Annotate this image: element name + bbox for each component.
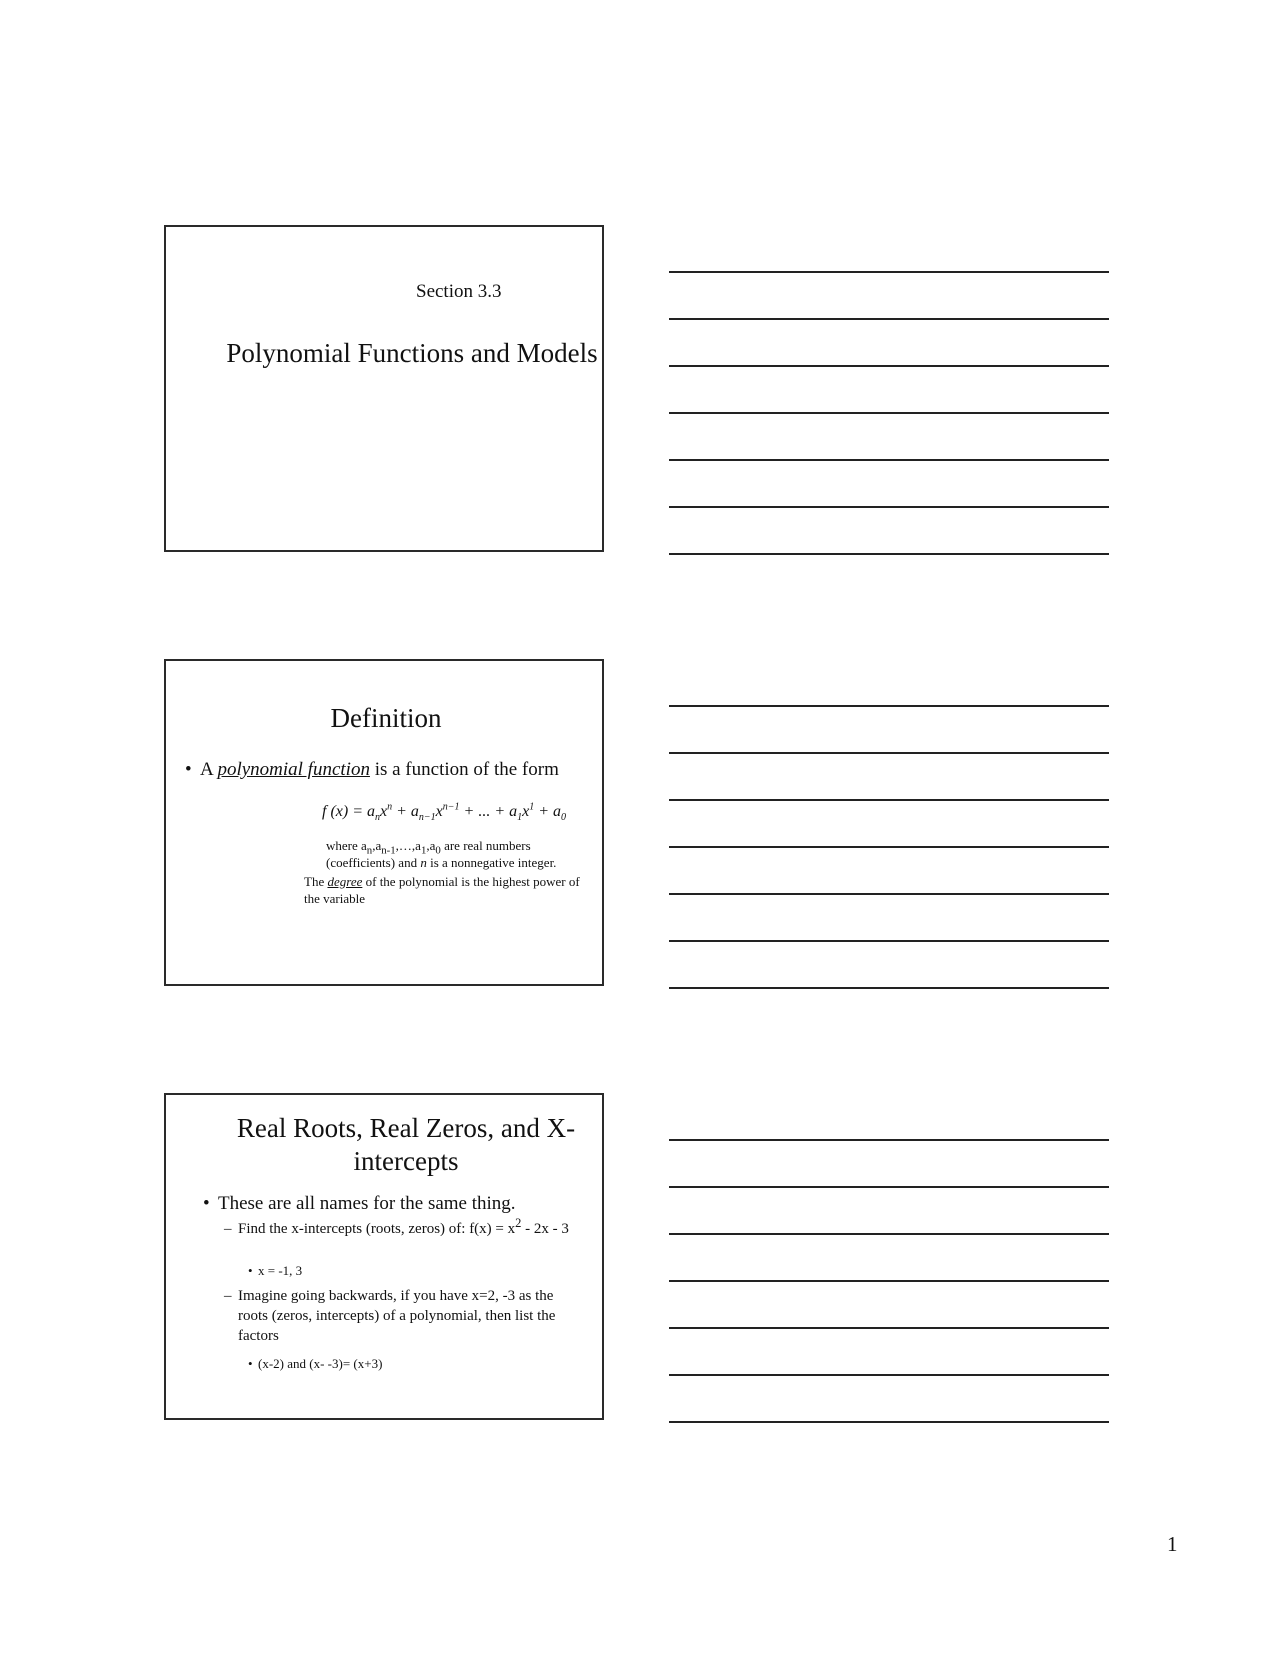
degree-note <box>304 873 594 907</box>
answer-factors <box>248 1356 558 1372</box>
note-line <box>669 705 1109 707</box>
formula-plus: + a <box>534 803 562 820</box>
dash-marker: – <box>224 1221 232 1237</box>
slide-1 <box>164 225 604 552</box>
definition-bullet <box>185 758 570 781</box>
note-line <box>669 318 1109 320</box>
note-line <box>669 1374 1109 1376</box>
bullet-marker: • <box>248 1263 253 1278</box>
answer-text: x = -1, 3 <box>258 1263 303 1278</box>
formula-sup: n <box>387 801 393 813</box>
note-line <box>669 1233 1109 1235</box>
bullet-marker: • <box>185 759 192 780</box>
degree-term: degree <box>327 874 363 889</box>
where-text: are real numbers (coefficients) and <box>326 838 531 870</box>
formula-sup: n−1 <box>442 801 460 813</box>
formula-x: x <box>380 803 388 820</box>
answer-intercepts <box>248 1263 558 1279</box>
formula-sub: n−1 <box>418 812 436 824</box>
note-line <box>669 940 1109 942</box>
slide-3-title: Real Roots, Real Zeros, and X-intercepts <box>236 1113 576 1176</box>
note-line <box>669 412 1109 414</box>
note-line <box>669 271 1109 273</box>
note-line <box>669 1421 1109 1423</box>
note-line <box>669 1139 1109 1141</box>
where-text: ,a <box>426 838 436 853</box>
bullet-same-thing <box>203 1193 588 1215</box>
note-line <box>669 553 1109 555</box>
dash-marker: – <box>224 1288 232 1304</box>
sub-bullet-find-intercepts <box>224 1216 578 1239</box>
where-text: ,a <box>372 838 382 853</box>
formula-sup: 1 <box>529 801 535 813</box>
where-sub: n-1 <box>381 844 396 857</box>
bullet-marker: • <box>203 1193 210 1214</box>
polynomial-formula <box>322 801 567 824</box>
sub-bullet-tail: - 2x - 3 <box>521 1221 569 1237</box>
sub-bullet-text: Imagine going backwards, if you have x=2, -3 as the roots (zeros, intercepts) of a polynomial, then list the factors <box>238 1288 556 1344</box>
note-line <box>669 1327 1109 1329</box>
formula-sub: 0 <box>561 812 567 824</box>
where-sub: n <box>366 844 373 857</box>
slide-3 <box>164 1093 604 1420</box>
exponent: 2 <box>515 1216 522 1230</box>
bullet-suffix: is a function of the form <box>369 759 559 780</box>
note-line <box>669 365 1109 367</box>
where-n: n <box>420 855 427 870</box>
note-line <box>669 799 1109 801</box>
formula-x: x <box>522 803 530 820</box>
formula-plus: + a <box>392 803 419 820</box>
formula-lhs: f (x) = a <box>322 803 375 820</box>
formula-mid: + ... + a <box>459 803 518 820</box>
formula-sub: n <box>375 812 380 824</box>
note-line <box>669 506 1109 508</box>
formula-x: x <box>435 803 443 820</box>
note-line <box>669 459 1109 461</box>
note-line <box>669 987 1109 989</box>
answer-text: (x-2) and (x- -3)= (x+3) <box>258 1356 383 1371</box>
bullet-marker: • <box>248 1356 253 1371</box>
note-line <box>669 752 1109 754</box>
bullet-text: These are all names for the same thing. <box>218 1193 516 1214</box>
sub-bullet-text: Find the x-intercepts (roots, zeros) of: f(x) = x <box>238 1221 516 1237</box>
note-line <box>669 893 1109 895</box>
where-sub: 0 <box>435 844 441 857</box>
degree-suffix: of the polynomial is the highest power of the variable <box>304 874 580 906</box>
polynomial-function-term: polynomial function <box>217 759 370 780</box>
slide-2-title: Definition <box>330 703 442 733</box>
slide-2 <box>164 659 604 986</box>
coefficients-note <box>326 837 596 871</box>
section-label: Section 3.3 <box>416 281 502 302</box>
sub-bullet-backwards <box>224 1286 578 1346</box>
where-sub: 1 <box>420 844 427 857</box>
where-text: where a <box>326 838 367 853</box>
page-number: 1 <box>1167 1532 1178 1556</box>
formula-sub: 1 <box>517 812 523 824</box>
note-line <box>669 1280 1109 1282</box>
where-text: ,…,a <box>395 838 421 853</box>
bullet-prefix: A <box>200 759 218 780</box>
note-line <box>669 1186 1109 1188</box>
where-text: is a nonnegative integer. <box>426 855 557 870</box>
note-line <box>669 846 1109 848</box>
degree-prefix: The <box>304 874 328 889</box>
slide-1-title: Polynomial Functions and Models <box>226 338 598 368</box>
